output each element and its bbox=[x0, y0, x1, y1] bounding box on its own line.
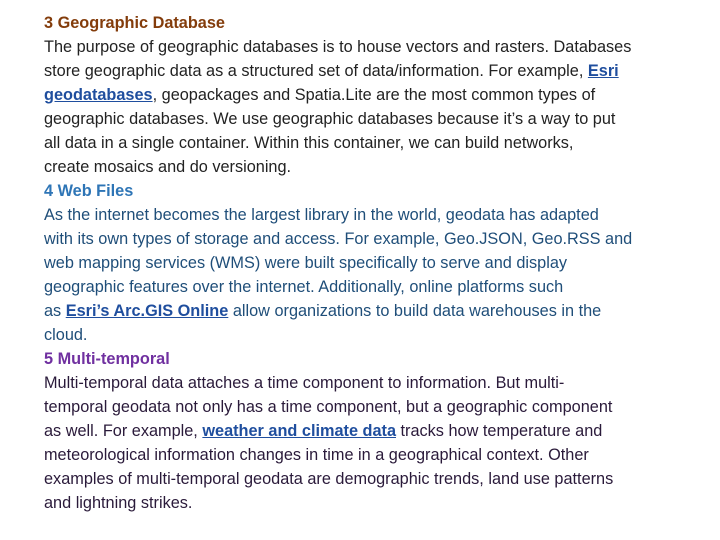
text-line bbox=[44, 203, 704, 227]
section-body bbox=[44, 203, 704, 347]
text-run: temporal geodata not only has a time component, but a geographic component bbox=[44, 398, 613, 416]
text-run: tracks how temperature and bbox=[396, 422, 603, 440]
text-run: examples of multi-temporal geodata are demographic trends, land use patterns bbox=[44, 470, 614, 488]
text-line bbox=[44, 275, 704, 299]
text-run: and lightning strikes. bbox=[44, 494, 193, 512]
text-run: web mapping services (WMS) were built specifically to serve and display bbox=[44, 254, 568, 272]
text-line bbox=[44, 227, 704, 251]
text-line bbox=[44, 395, 704, 419]
text-line bbox=[44, 83, 704, 107]
text-line bbox=[44, 491, 704, 515]
text-run: As the internet becomes the largest library in the world, geodata has adapted bbox=[44, 206, 599, 224]
text-run: The purpose of geographic databases is to house vectors and rasters. Databases bbox=[44, 38, 632, 56]
text-line bbox=[44, 131, 704, 155]
text-line bbox=[44, 59, 704, 83]
text-run: all data in a single container. Within this container, we can build networks, bbox=[44, 134, 574, 152]
text-run: cloud. bbox=[44, 326, 88, 344]
section-multi-temporal bbox=[44, 347, 704, 515]
inline-link[interactable]: weather and climate data bbox=[202, 422, 396, 440]
text-run: create mosaics and do versioning. bbox=[44, 158, 292, 176]
text-run: store geographic data as a structured set of data/information. For example, bbox=[44, 62, 588, 80]
text-line bbox=[44, 371, 704, 395]
document-page bbox=[44, 11, 704, 515]
text-line bbox=[44, 251, 704, 275]
text-line bbox=[44, 467, 704, 491]
text-run: as well. For example, bbox=[44, 422, 203, 440]
text-line bbox=[44, 35, 704, 59]
text-run: meteorological information changes in time in a geographical context. Other bbox=[44, 446, 589, 464]
text-run: with its own types of storage and access. For example, Geo.JSON, Geo.RSS and bbox=[44, 230, 633, 248]
text-run: , geopackages and Spatia.Lite are the most common types of bbox=[152, 86, 596, 104]
inline-link[interactable]: Esri bbox=[587, 62, 619, 80]
section-body bbox=[44, 35, 704, 179]
text-run: Multi-temporal data attaches a time component to information. But multi- bbox=[44, 374, 565, 392]
section-heading: 4 Web Files bbox=[44, 182, 134, 200]
section-web-files bbox=[44, 179, 704, 347]
text-run: geographic features over the internet. Additionally, online platforms such bbox=[44, 278, 564, 296]
text-line bbox=[44, 299, 704, 323]
text-line bbox=[44, 419, 704, 443]
text-run: geographic databases. We use geographic databases because it’s a way to put bbox=[44, 110, 616, 128]
text-line bbox=[44, 443, 704, 467]
section-heading: 3 Geographic Database bbox=[44, 14, 225, 32]
inline-link[interactable]: Esri’s Arc.GIS Online bbox=[65, 302, 229, 320]
section-geographic-database bbox=[44, 11, 704, 179]
section-body bbox=[44, 371, 704, 515]
section-heading: 5 Multi-temporal bbox=[44, 350, 170, 368]
text-run: allow organizations to build data warehouses in the bbox=[228, 302, 602, 320]
text-line bbox=[44, 155, 704, 179]
inline-link[interactable]: geodatabases bbox=[44, 86, 153, 104]
text-run: as bbox=[44, 302, 66, 320]
text-line bbox=[44, 107, 704, 131]
text-line bbox=[44, 323, 704, 347]
